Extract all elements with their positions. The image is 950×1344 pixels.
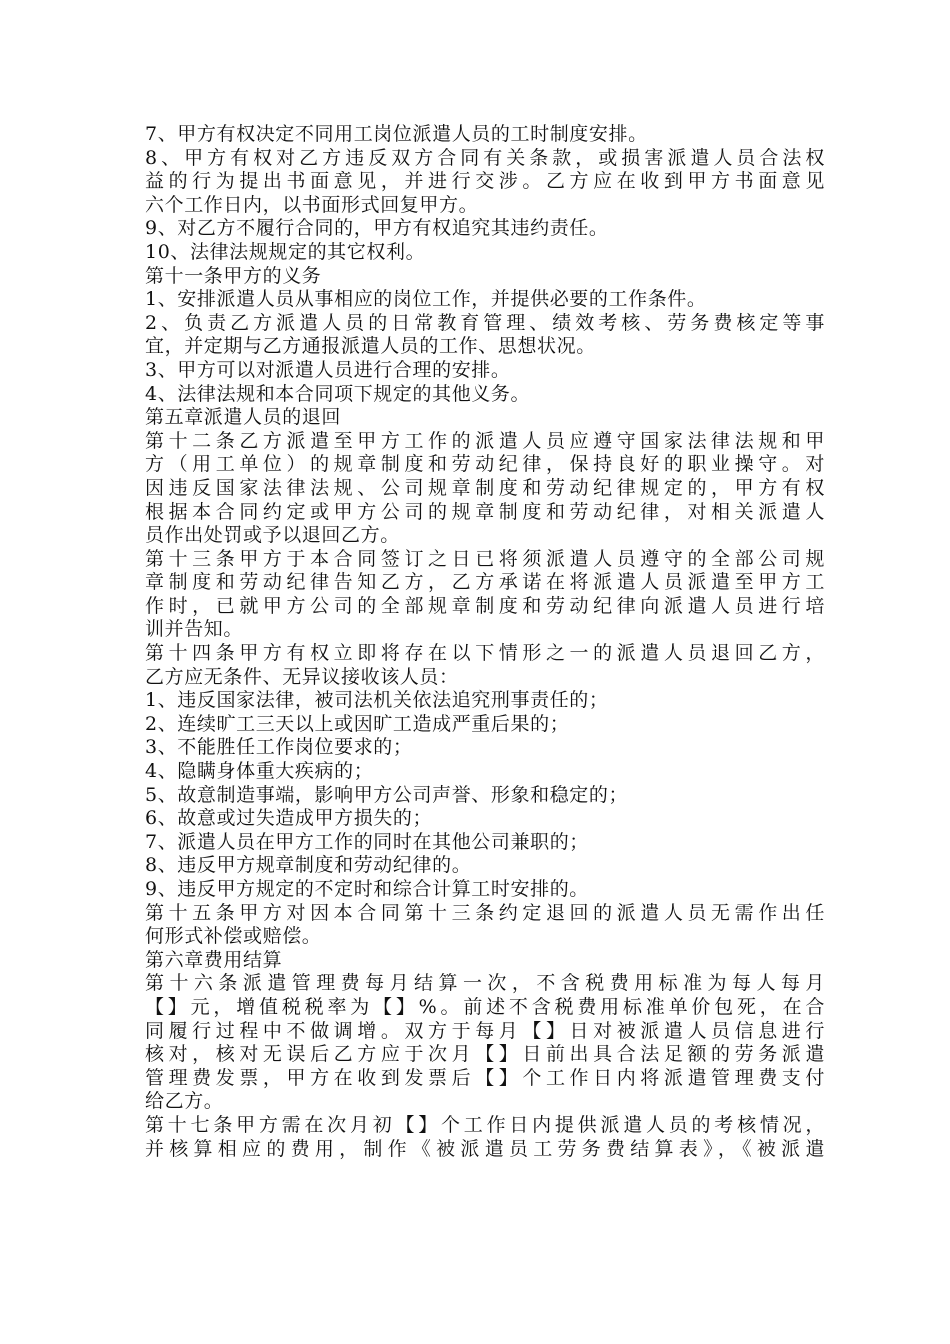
text-line: 第十六条派遣管理费每月结算一次，不含税费用标准为每人每月: [145, 972, 825, 995]
document-body: [145, 123, 825, 1161]
text-line: 员作出处罚或予以退回乙方。: [145, 524, 400, 547]
text-line: 第十二条乙方派遣至甲方工作的派遣人员应遵守国家法律法规和甲: [145, 429, 825, 452]
text-line: 训并告知。: [145, 618, 244, 641]
text-line: 第十四条甲方有权立即将存在以下情形之一的派遣人员退回乙方，: [145, 642, 825, 665]
chapter-heading: 第六章费用结算: [145, 948, 283, 971]
text-line: 2、负责乙方派遣人员的日常教育管理、绩效考核、劳务费核定等事: [145, 311, 825, 334]
list-item: 3、不能胜任工作岗位要求的；: [145, 736, 413, 759]
text-line: 作时，已就甲方公司的全部规章制度和劳动纪律向派遣人员进行培: [145, 594, 825, 617]
text-line: 宜，并定期与乙方通报派遣人员的工作、思想状况。: [145, 335, 596, 358]
chapter-heading: 第五章派遣人员的退回: [145, 406, 342, 429]
list-item: 6、故意或过失造成甲方损失的；: [145, 807, 433, 830]
text-line: 管理费发票，甲方在收到发票后【】个工作日内将派遣管理费支付: [145, 1066, 825, 1089]
text-line: 第十三条甲方于本合同签订之日已将须派遣人员遵守的全部公司规: [145, 547, 825, 570]
list-item: 1、违反国家法律，被司法机关依法追究刑事责任的；: [145, 689, 609, 712]
text-line: 1、安排派遣人员从事相应的岗位工作，并提供必要的工作条件。: [145, 288, 707, 311]
text-line: 8、甲方有权对乙方违反双方合同有关条款，或损害派遣人员合法权: [145, 146, 825, 169]
text-line: 六个工作日内，以书面形式回复甲方。: [145, 193, 479, 216]
text-line: 4、法律法规和本合同项下规定的其他义务。: [145, 382, 531, 405]
list-item: 9、违反甲方规定的不定时和综合计算工时安排的。: [145, 878, 589, 900]
text-line: 因违反国家法律法规、公司规章制度和劳动纪律规定的，甲方有权: [145, 476, 825, 499]
text-line: 给乙方。: [145, 1090, 224, 1113]
text-line: 7、甲方有权决定不同用工岗位派遣人员的工时制度安排。: [145, 123, 648, 145]
text-line: 章制度和劳动纪律告知乙方，乙方承诺在将派遣人员派遣至甲方工: [145, 571, 825, 594]
list-item: 5、故意制造事端，影响甲方公司声誉、形象和稳定的；: [145, 783, 629, 806]
list-item: 7、派遣人员在甲方工作的同时在其他公司兼职的；: [145, 830, 589, 853]
text-line: 第十五条甲方对因本合同第十三条约定退回的派遣人员无需作出任: [145, 901, 825, 924]
list-item: 2、连续旷工三天以上或因旷工造成严重后果的；: [145, 712, 570, 735]
text-line: 同履行过程中不做调增。双方于每月【】日对被派遣人员信息进行: [145, 1019, 825, 1042]
text-line: 3、甲方可以对派遣人员进行合理的安排。: [145, 358, 511, 381]
text-line: 方（用工单位）的规章制度和劳动纪律，保持良好的职业操守。对: [145, 453, 825, 476]
text-line: 益的行为提出书面意见，并进行交涉。乙方应在收到甲方书面意见: [145, 170, 825, 193]
section-heading: 第十一条甲方的义务: [145, 264, 322, 287]
text-line: 第十七条甲方需在次月初【】个工作日内提供派遣人员的考核情况，: [145, 1113, 825, 1136]
list-item: 8、违反甲方规章制度和劳动纪律的。: [145, 854, 472, 877]
text-line: 何形式补偿或赔偿。: [145, 925, 322, 948]
text-line: 10、法律法规规定的其它权利。: [145, 240, 426, 263]
text-line: 核对，核对无误后乙方应于次月【】日前出具合法足额的劳务派遣: [145, 1043, 825, 1066]
text-line: 并核算相应的费用，制作《被派遣员工劳务费结算表》，《被派遣: [145, 1137, 825, 1160]
text-line: 9、对乙方不履行合同的，甲方有权追究其违约责任。: [145, 217, 609, 240]
text-line: 乙方应无条件、无异议接收该人员：: [145, 665, 459, 688]
text-line: 根据本合同约定或甲方公司的规章制度和劳动纪律，对相关派遣人: [145, 500, 825, 523]
text-line: 【】元，增值税税率为【】%。前述不含税费用标准单价包死，在合: [145, 995, 825, 1018]
list-item: 4、隐瞒身体重大疾病的；: [145, 760, 374, 783]
